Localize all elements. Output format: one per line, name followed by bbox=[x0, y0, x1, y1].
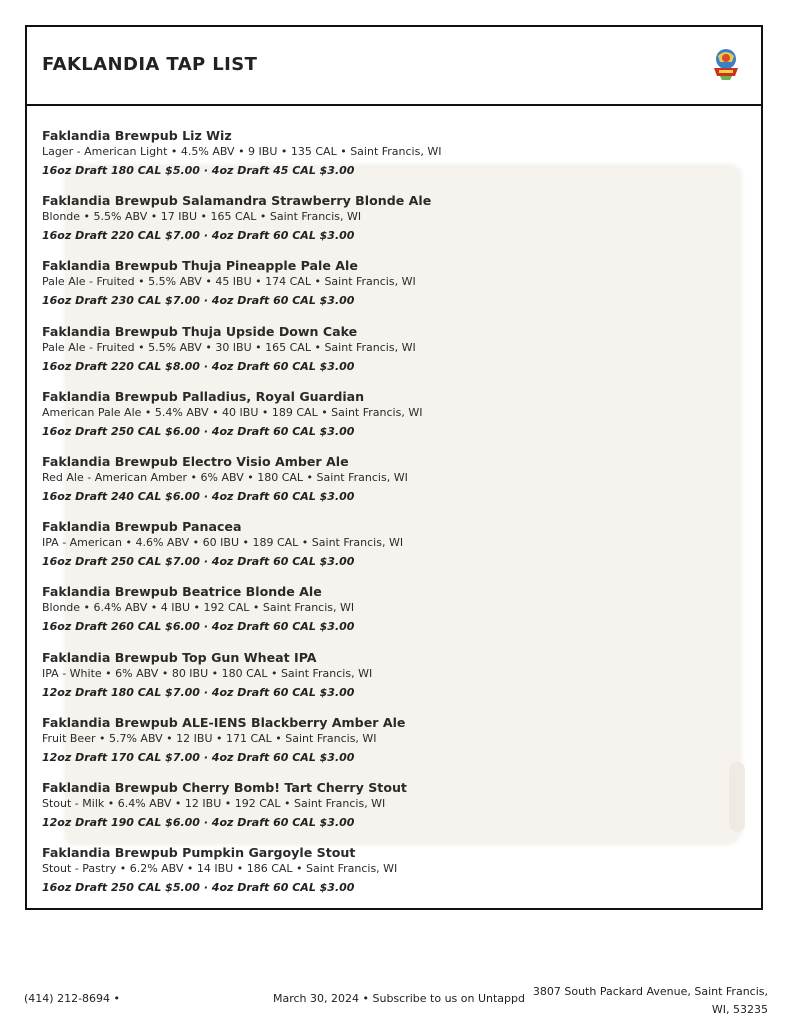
beer-name: Faklandia Brewpub Salamandra Strawberry Blonde Ale bbox=[42, 193, 432, 209]
footer-address-line1: 3807 South Packard Avenue, Saint Francis, bbox=[532, 985, 768, 998]
beer-name: Faklandia Brewpub Electro Visio Amber Ale bbox=[42, 453, 349, 469]
beer-details: Stout - Pastry • 6.2% ABV • 14 IBU • 186 CAL • Saint Francis, WI bbox=[42, 862, 398, 876]
beer-name: Faklandia Brewpub Thuja Pineapple Pale Ale bbox=[42, 258, 358, 274]
beer-prices: 12oz Draft 170 CAL $7.00 · 4oz Draft 60 CAL $3.00 bbox=[42, 750, 355, 764]
beer-name: Faklandia Brewpub Beatrice Blonde Ale bbox=[42, 584, 322, 600]
beer-details: Red Ale - American Amber • 6% ABV • 180 CAL • Saint Francis, WI bbox=[42, 470, 408, 484]
beer-details: American Pale Ale • 5.4% ABV • 40 IBU • 189 CAL • Saint Francis, WI bbox=[42, 405, 423, 419]
beer-prices: 16oz Draft 250 CAL $7.00 · 4oz Draft 60 CAL $3.00 bbox=[42, 555, 355, 569]
beer-name: Faklandia Brewpub Pumpkin Gargoyle Stout bbox=[42, 845, 356, 861]
beer-name: Faklandia Brewpub Thuja Upside Down Cake bbox=[42, 323, 358, 339]
beer-prices: 16oz Draft 220 CAL $8.00 · 4oz Draft 60 CAL $3.00 bbox=[42, 359, 355, 373]
footer-phone: (414) 212-8694 • bbox=[24, 992, 121, 1005]
list-item bbox=[42, 324, 751, 389]
beer-prices: 16oz Draft 240 CAL $6.00 · 4oz Draft 60 CAL $3.00 bbox=[42, 489, 355, 503]
list-item bbox=[42, 715, 751, 780]
beer-name: Faklandia Brewpub Cherry Bomb! Tart Cherry Stout bbox=[42, 779, 407, 795]
beer-prices: 16oz Draft 220 CAL $7.00 · 4oz Draft 60 CAL $3.00 bbox=[42, 229, 355, 243]
beer-details: Pale Ale - Fruited • 5.5% ABV • 30 IBU • 165 CAL • Saint Francis, WI bbox=[42, 340, 416, 354]
list-item bbox=[42, 258, 751, 323]
list-item bbox=[42, 389, 751, 454]
tap-list-frame bbox=[25, 25, 763, 910]
beer-details: Fruit Beer • 5.7% ABV • 12 IBU • 171 CAL • Saint Francis, WI bbox=[42, 731, 377, 745]
footer-address bbox=[518, 983, 768, 1019]
beer-details: Stout - Milk • 6.4% ABV • 12 IBU • 192 CAL • Saint Francis, WI bbox=[42, 796, 386, 810]
beer-prices: 16oz Draft 250 CAL $6.00 · 4oz Draft 60 CAL $3.00 bbox=[42, 424, 355, 438]
beer-prices: 16oz Draft 180 CAL $5.00 · 4oz Draft 45 CAL $3.00 bbox=[42, 164, 355, 177]
beer-name: Faklandia Brewpub Panacea bbox=[42, 519, 242, 535]
footer-date-subscribe: March 30, 2024 • Subscribe to us on Untappd bbox=[273, 992, 525, 1005]
beer-name: Faklandia Brewpub Liz Wiz bbox=[42, 128, 232, 143]
list-item bbox=[42, 584, 751, 649]
beer-name: Faklandia Brewpub Top Gun Wheat IPA bbox=[42, 649, 317, 665]
beer-list bbox=[42, 128, 751, 910]
list-item bbox=[42, 128, 751, 193]
beer-prices: 16oz Draft 230 CAL $7.00 · 4oz Draft 60 CAL $3.00 bbox=[42, 294, 355, 308]
beer-prices: 12oz Draft 190 CAL $6.00 · 4oz Draft 60 CAL $3.00 bbox=[42, 815, 355, 829]
list-item bbox=[42, 845, 751, 910]
beer-details: Pale Ale - Fruited • 5.5% ABV • 45 IBU • 174 CAL • Saint Francis, WI bbox=[42, 275, 416, 289]
beer-prices: 12oz Draft 180 CAL $7.00 · 4oz Draft 60 CAL $3.00 bbox=[42, 685, 355, 699]
beer-prices: 16oz Draft 260 CAL $6.00 · 4oz Draft 60 CAL $3.00 bbox=[42, 620, 355, 634]
list-item bbox=[42, 780, 751, 845]
beer-prices: 16oz Draft 250 CAL $5.00 · 4oz Draft 60 CAL $3.00 bbox=[42, 881, 355, 895]
beer-details: Blonde • 5.5% ABV • 17 IBU • 165 CAL • Saint Francis, WI bbox=[42, 210, 362, 224]
page-title: FAKLANDIA TAP LIST bbox=[42, 54, 258, 75]
beer-details: Blonde • 6.4% ABV • 4 IBU • 192 CAL • Saint Francis, WI bbox=[42, 601, 355, 615]
list-item bbox=[42, 519, 751, 584]
brewpub-logo-icon bbox=[711, 46, 741, 82]
list-item bbox=[42, 193, 751, 258]
list-item bbox=[42, 454, 751, 519]
tap-list-header bbox=[27, 27, 761, 106]
beer-details: IPA - American • 4.6% ABV • 60 IBU • 189 CAL • Saint Francis, WI bbox=[42, 536, 404, 550]
beer-details: IPA - White • 6% ABV • 80 IBU • 180 CAL • Saint Francis, WI bbox=[42, 666, 373, 680]
beer-name: Faklandia Brewpub ALE-IENS Blackberry Amber Ale bbox=[42, 714, 406, 730]
list-item bbox=[42, 650, 751, 715]
beer-details: Lager - American Light • 4.5% ABV • 9 IBU • 135 CAL • Saint Francis, WI bbox=[42, 145, 442, 158]
footer-address-line2: WI, 53235 bbox=[711, 1003, 768, 1016]
beer-name: Faklandia Brewpub Palladius, Royal Guardian bbox=[42, 388, 365, 404]
